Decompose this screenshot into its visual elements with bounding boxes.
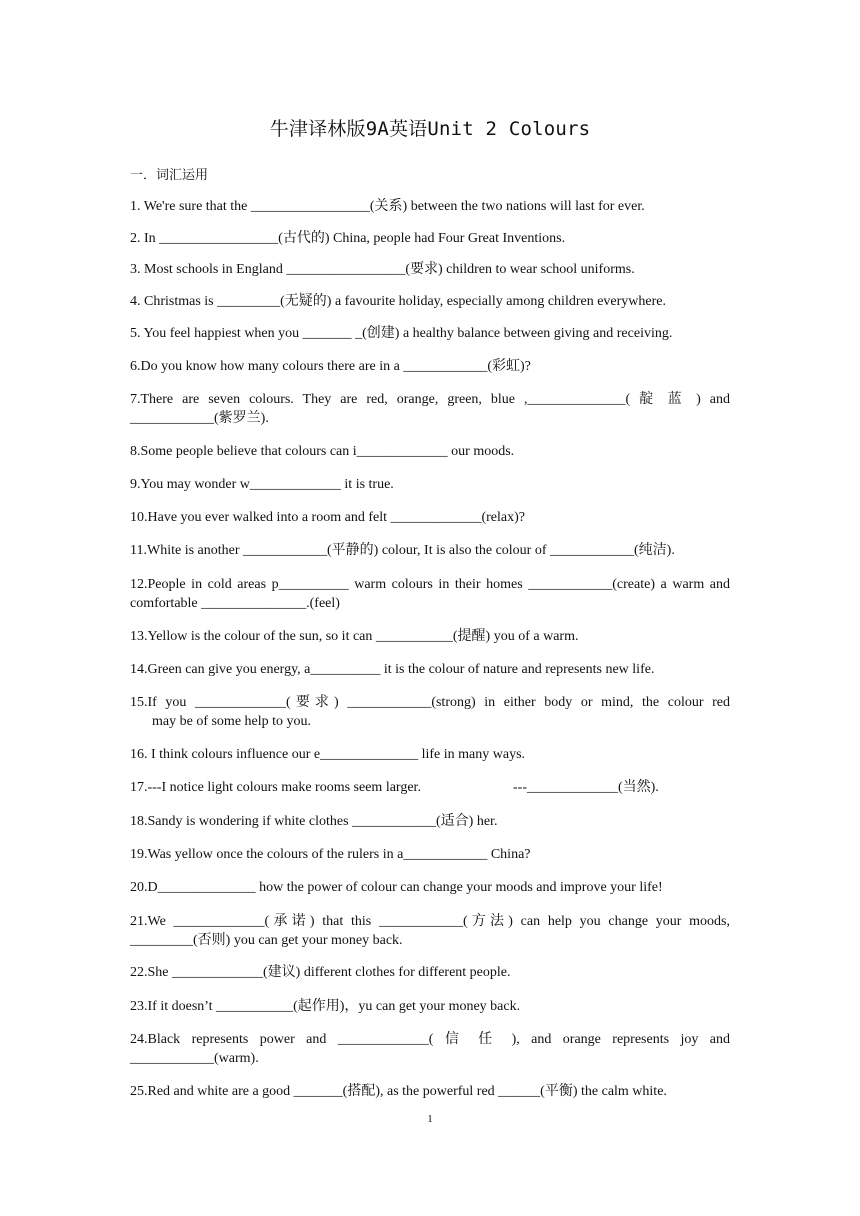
exercise-item-15-line-2: may be of some help to you. bbox=[152, 714, 312, 729]
exercise-item-8: 8.Some people believe that colours can i_____________ our moods. bbox=[130, 444, 515, 459]
page-number: 1 bbox=[427, 1113, 433, 1125]
exercise-item-17-prompt: 17.---I notice light colours make rooms seem larger. bbox=[130, 780, 421, 795]
exercise-item-20: 20.D______________ how the power of colour can change your moods and improve your life! bbox=[130, 880, 663, 895]
exercise-item-10: 10.Have you ever walked into a room and felt _____________(relax)? bbox=[130, 510, 525, 525]
exercise-item-15-line-1: 15.If you _____________(要求) ____________(strong) in either body or mind, the colour red bbox=[130, 695, 730, 710]
exercise-item-9: 9.You may wonder w_____________ it is true. bbox=[130, 477, 394, 492]
exercise-item-11: 11.White is another ____________(平静的) colour, It is also the colour of ____________(纯洁). bbox=[130, 543, 675, 558]
exercise-item-23: 23.If it doesn’t ___________(起作用)，yu can get your money back. bbox=[130, 999, 521, 1014]
exercise-item-4: 4. Christmas is _________(无疑的) a favourite holiday, especially among children everywhere. bbox=[130, 294, 667, 309]
exercise-item-1: 1. We're sure that the _________________(关系) between the two nations will last for ever. bbox=[130, 199, 645, 214]
exercise-item-12: 12.People in cold areas p__________ warm colours in their homes ____________(create) a warm and comfortable _______________.(feel) bbox=[130, 577, 730, 611]
exercise-item-22: 22.She _____________(建议) different clothes for different people. bbox=[130, 965, 511, 980]
exercise-item-3: 3. Most schools in England _________________(要求) children to wear school uniforms. bbox=[130, 262, 635, 277]
exercise-item-15 bbox=[130, 693, 730, 731]
exercise-item-7: 7.There are seven colours. They are red, orange, green, blue ,______________( 靛 蓝 ) and ____________(紫罗兰). bbox=[130, 392, 730, 426]
exercise-item-17-reply: ---_____________(当然). bbox=[513, 780, 659, 795]
exercise-item-24: 24.Black represents power and _____________( 信 任 ), and orange represents joy and ____________(warm). bbox=[130, 1032, 730, 1066]
exercise-item-18: 18.Sandy is wondering if white clothes ____________(适合) her. bbox=[130, 814, 498, 829]
section-heading: 一．词汇运用 bbox=[130, 168, 209, 183]
exercise-item-25: 25.Red and white are a good _______(搭配), as the powerful red ______(平衡) the calm white. bbox=[130, 1084, 667, 1099]
exercise-item-14: 14.Green can give you energy, a__________ it is the colour of nature and represents new life. bbox=[130, 662, 655, 677]
exercise-item-2: 2. In _________________(古代的) China, people had Four Great Inventions. bbox=[130, 231, 566, 246]
exercise-item-6: 6.Do you know how many colours there are in a ____________(彩虹)? bbox=[130, 359, 531, 374]
page-title: 牛津译林版9A英语Unit 2 Colours bbox=[269, 118, 591, 140]
exercise-item-16: 16. I think colours influence our e______________ life in many ways. bbox=[130, 747, 526, 762]
exercise-item-17 bbox=[130, 778, 730, 797]
exercise-item-19: 19.Was yellow once the colours of the rulers in a____________ China? bbox=[130, 847, 531, 862]
exercise-item-21: 21.We _____________(承诺) that this ____________(方法) can help you change your moods, _________(否则) you can get your money back. bbox=[130, 914, 730, 948]
exercise-item-5: 5. You feel happiest when you _______ _(创建) a healthy balance between giving and receiving. bbox=[130, 326, 673, 341]
exercise-item-13: 13.Yellow is the colour of the sun, so it can ___________(提醒) you of a warm. bbox=[130, 629, 579, 644]
